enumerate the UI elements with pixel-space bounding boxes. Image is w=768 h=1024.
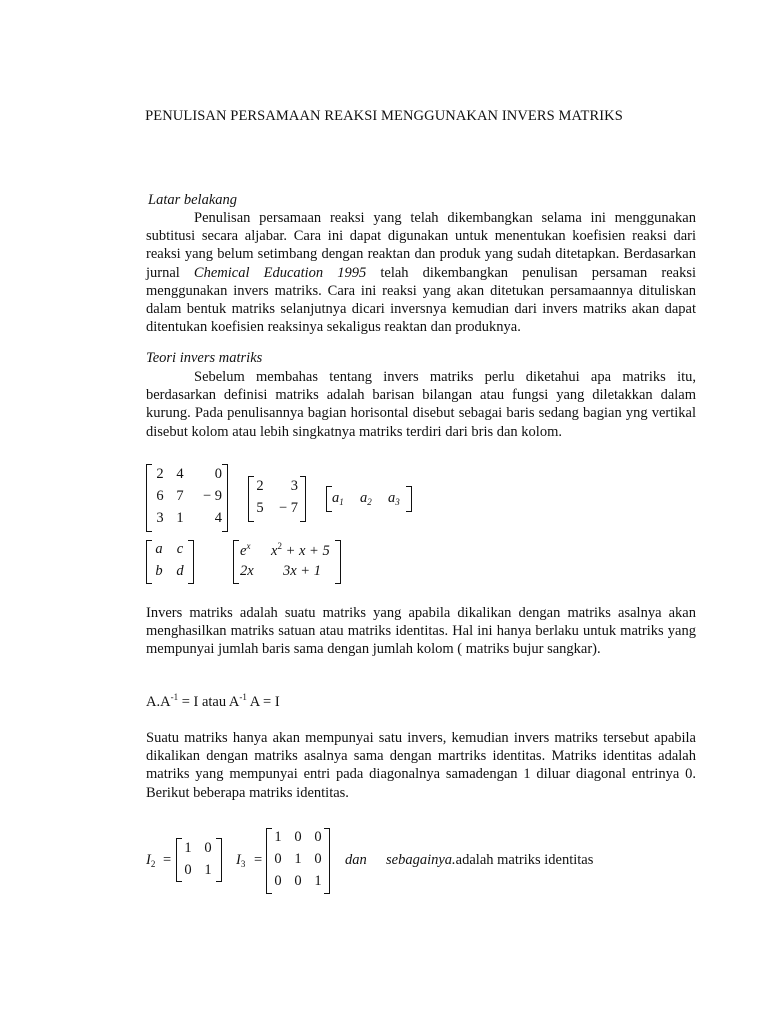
identity-caption: sebagainya.adalah matriks identitas [386, 852, 594, 868]
matrix-functions [233, 540, 341, 584]
matrix-cell: 0 [274, 851, 282, 867]
matrix-abcd [146, 540, 194, 584]
matrix-cell: 3x + 1 [283, 563, 321, 579]
page-title: PENULISAN PERSAMAAN REAKSI MENGGUNAKAN INVERS MATRIKS [145, 108, 623, 124]
matrix-cell: 7 [176, 488, 184, 504]
identity-matrix-2 [176, 838, 222, 882]
paragraph-identitas: Suatu matriks hanya akan mempunyai satu invers, kemudian invers matriks tersebut apabila dikalikan dengan matriks asalnya sama dengan martriks identitas. Matriks identitas adalah matriks yang mempunyai entri pada diagonalnya samadengan 1 diluar diagonal entrinya 0. Berikut beberapa matriks identitas. [146, 730, 696, 801]
matrix-cell: 1 [274, 829, 282, 845]
vector-entry: $a_3$ [388, 490, 400, 507]
latar-text-a: Penulisan persamaan reaksi yang telah dikembangkan selama ini menggunakan subtitusi secara aljabar. Cara ini dapat digunakan untuk menentukan koefisien reaksi dari reaksi yang belum setimbang dengan reaktan dan produk yang sudah ditetapkan. Berdasarkan jurnal [146, 210, 696, 281]
matrix-cell: 0 [314, 829, 322, 845]
matrix-cell: 2 [156, 466, 164, 482]
matrix-cell: d [176, 563, 184, 579]
matrix-cell: 6 [156, 488, 164, 504]
vector-entry: $a_1$ [332, 490, 344, 507]
matrix-cell: 2x [240, 563, 254, 579]
inverse-equation: $A.A^{-1} = I$ atau $A^{-1}$ A = I [146, 692, 280, 710]
matrix-cell: − 9 [202, 488, 222, 504]
section-heading-teori: Teori invers matriks [146, 350, 263, 366]
matrix-cell: a [155, 541, 163, 557]
paragraph-latar [146, 209, 696, 336]
i3-label: $I_3$ [236, 852, 246, 869]
matrix-cell: 5 [256, 500, 264, 516]
matrix-cell: $x^2 + x + 5$ [271, 541, 330, 559]
matrix-cell: 0 [294, 873, 302, 889]
row-vector [326, 488, 412, 510]
matrix-cell: b [155, 563, 163, 579]
vector-entry: $a_2$ [360, 490, 372, 507]
matrix-cell: 1 [184, 840, 192, 856]
dan-word: dan [345, 852, 367, 868]
equals-sign: = [163, 852, 172, 868]
matrix-3x3 [146, 464, 228, 532]
journal-name: Chemical Education 1995 [193, 264, 367, 281]
matrix-cell: 0 [214, 466, 222, 482]
paragraph-invers: Invers matriks adalah suatu matriks yang apabila dikalikan dengan matriks asalnya akan menghasilkan matriks satuan atau matriks identitas. Hal ini hanya berlaku untuk matriks yang mempunyai jumlah baris sama dengan jumlah kolom ( matriks bujur sangkar). [146, 605, 696, 658]
matrix-cell: 0 [204, 840, 212, 856]
latar-text-b: telah dikembangkan penulisan persaman reaksi menggunakan invers matriks. Cara ini reaksi yang akan ditetukan persamaannya dituliskan dalam bentuk matriks selanjutnya dicari inversnya kemudian dari invers matriks akan dapat ditentukan koefisien reaksinya sekaligus reaktan dan produknya. [146, 264, 697, 336]
matrix-cell: 1 [294, 851, 302, 867]
matrix-cell: 0 [294, 829, 302, 845]
matrix-cell: − 7 [278, 500, 298, 516]
matrix-cell: 4 [176, 466, 184, 482]
matrix-cell: 0 [184, 862, 192, 878]
matrix-cell: 3 [156, 510, 164, 526]
i2-label: $I_2$ [146, 852, 156, 869]
matrix-cell: 3 [290, 478, 298, 494]
matrix-cell: 1 [204, 862, 212, 878]
matrix-cell: 1 [314, 873, 322, 889]
matrix-cell: $e^x$ [240, 541, 251, 559]
matrix-cell: 4 [214, 510, 222, 526]
matrix-2x2 [248, 476, 306, 522]
matrix-cell: 1 [176, 510, 184, 526]
section-heading-latar: Latar belakang [148, 192, 238, 208]
identity-matrix-3 [266, 828, 330, 894]
matrix-cell: 2 [256, 478, 264, 494]
matrix-cell: c [176, 541, 184, 557]
matrix-cell: 0 [274, 873, 282, 889]
equals-sign: = [254, 852, 263, 868]
paragraph-teori: Sebelum membahas tentang invers matriks perlu diketahui apa matriks itu, berdasarkan definisi matriks adalah barisan bilangan atau fungsi yang diletakkan dalam kurung. Pada penulisannya bagian horisontal disebut sebagai baris sedang bagian yng vertikal disebut kolom atau lebih singkatnya matriks terdiri dari bris dan kolom. [146, 369, 696, 440]
matrix-cell: 0 [314, 851, 322, 867]
